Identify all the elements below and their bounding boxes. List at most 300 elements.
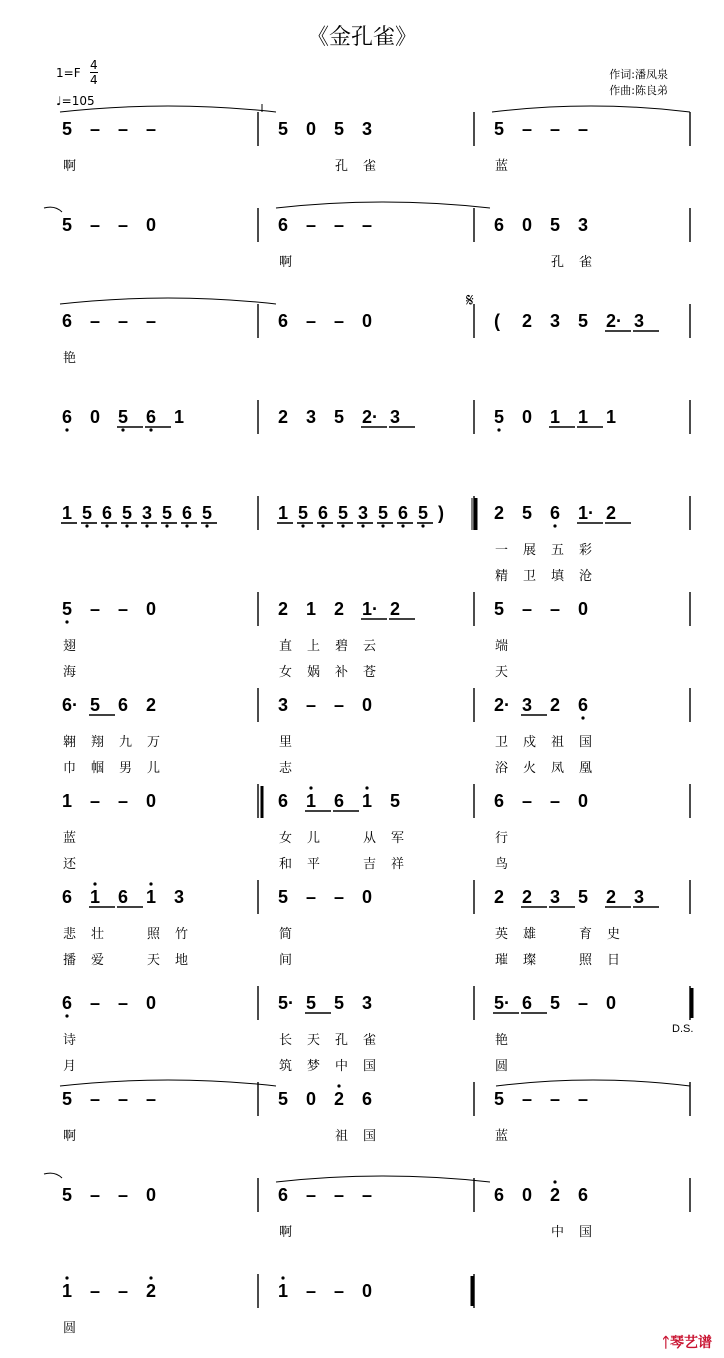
note-6: 6 [278, 1185, 289, 1205]
lyric-verse1: 悲 [63, 926, 77, 941]
lyric-verse2: 巾 [63, 760, 77, 775]
note-5: 5 [334, 993, 345, 1013]
lyric-verse2: 卫 [523, 568, 537, 583]
note-dash: – [578, 1089, 589, 1109]
note-2: 2 [550, 1185, 561, 1205]
octave-dot-high [309, 786, 312, 789]
lyric-verse1: 祖 [551, 734, 565, 749]
note-2: 2 [606, 503, 617, 523]
lyric-verse1: 孔 [335, 1032, 349, 1047]
note-0: 0 [146, 791, 157, 811]
lyric-verse1: 祖 [335, 1128, 349, 1143]
octave-dot-low [85, 524, 88, 527]
note-5: 5 [338, 503, 349, 523]
lyric-verse2: 圆 [495, 1058, 509, 1073]
note-2: 2 [390, 599, 401, 619]
note-5: 5 [522, 503, 533, 523]
note-dash: – [334, 887, 345, 907]
lyric-verse2: 筑 [279, 1058, 293, 1073]
note-dash: – [146, 119, 157, 139]
lyric-verse1: 翔 [91, 734, 105, 749]
note-0: 0 [306, 1089, 317, 1109]
note-5: 5 [62, 599, 73, 619]
note-3: 3 [358, 503, 369, 523]
note-5: 5 [278, 119, 289, 139]
note-1: 1 [550, 407, 561, 427]
note-0: 0 [578, 791, 589, 811]
lyric-verse1: 天 [307, 1032, 321, 1047]
note-0: 0 [146, 1185, 157, 1205]
lyric-verse1: 展 [523, 542, 537, 557]
octave-dot-low [401, 524, 404, 527]
slur [492, 106, 690, 112]
note-6: 6 [102, 503, 113, 523]
lyric-verse2: 凤 [551, 760, 565, 775]
composer-credit: 作曲:陈良弟 [609, 84, 668, 97]
note-1·: 1· [362, 599, 379, 619]
note-dash: – [90, 993, 101, 1013]
note-0: 0 [306, 119, 317, 139]
octave-dot-low [125, 524, 128, 527]
note-1: 1 [62, 1281, 73, 1301]
note-5·: 5· [494, 993, 511, 1013]
note-0: 0 [522, 215, 533, 235]
lyric-verse1: 啊 [279, 254, 293, 269]
note-3: 3 [550, 887, 561, 907]
lyric-verse1: 中 [551, 1224, 565, 1239]
lyric-verse1: 雀 [363, 1032, 377, 1047]
key-text: 1=F [56, 66, 81, 80]
note-dash: – [306, 887, 317, 907]
note-5: 5 [82, 503, 93, 523]
lyric-verse2: 火 [523, 760, 537, 775]
note-2: 2 [522, 887, 533, 907]
note-1: 1 [90, 887, 101, 907]
note-dash: – [334, 1185, 345, 1205]
octave-dot-low [65, 428, 68, 431]
lyric-verse2: 天 [147, 952, 161, 967]
lyric-verse1: 女 [279, 830, 293, 845]
note-6: 6 [62, 311, 73, 331]
note-dash: – [334, 215, 345, 235]
note-dash: – [306, 1281, 317, 1301]
note-dash: – [578, 993, 589, 1013]
note-dash: – [90, 1089, 101, 1109]
quarter-note-icon: ♩ [56, 94, 62, 108]
note-5: 5 [550, 215, 561, 235]
lyric-verse2: 填 [551, 568, 565, 583]
lyric-verse1: 国 [579, 1224, 593, 1239]
note-5: 5 [62, 119, 73, 139]
lyric-verse2: 璨 [523, 952, 537, 967]
lyric-verse1: 雄 [523, 926, 537, 941]
segno-sign: 𝄋 [466, 290, 474, 310]
lyric-verse1: 照 [147, 926, 161, 941]
lyric-verse1: 雀 [579, 254, 593, 269]
note-dash: – [90, 1281, 101, 1301]
note-dash: – [118, 311, 129, 331]
note-3: 3 [142, 503, 153, 523]
note-dash: – [118, 1185, 129, 1205]
lyric-verse2: 还 [63, 856, 77, 871]
note-3: 3 [550, 311, 561, 331]
note-6: 6 [494, 1185, 505, 1205]
note-5: 5 [62, 1185, 73, 1205]
note-dash: – [90, 119, 101, 139]
lyric-verse2: 男 [119, 760, 133, 775]
note-5: 5 [298, 503, 309, 523]
lyric-verse1: 简 [279, 926, 293, 941]
octave-dot-low [185, 524, 188, 527]
lyric-verse1: 卫 [495, 734, 509, 749]
lyric-verse1: 啊 [279, 1224, 293, 1239]
slur [60, 298, 276, 304]
lyric-verse2: 儿 [147, 760, 161, 775]
note-6: 6 [494, 215, 505, 235]
note-dash: – [90, 791, 101, 811]
note-dash: – [522, 119, 533, 139]
lyric-verse1: 蓝 [495, 158, 509, 173]
lyric-verse2: 苍 [363, 664, 377, 679]
lyric-verse2: 精 [495, 568, 509, 583]
lyric-verse1: 诗 [63, 1032, 77, 1047]
note-5: 5 [122, 503, 133, 523]
octave-dot-low [421, 524, 424, 527]
note-dash: – [362, 1185, 373, 1205]
lyric-verse1: 艳 [63, 350, 77, 365]
note-6: 6 [278, 791, 289, 811]
lyric-verse1: 蓝 [63, 830, 77, 845]
note-5: 5 [494, 1089, 505, 1109]
octave-dot-low [381, 524, 384, 527]
note-0: 0 [522, 407, 533, 427]
lyric-verse2: 爱 [91, 952, 105, 967]
note-5: 5 [578, 311, 589, 331]
lyric-verse2: 日 [607, 952, 621, 967]
note-5: 5 [550, 993, 561, 1013]
note-1: 1 [306, 791, 317, 811]
tie-tail [44, 1173, 62, 1178]
octave-dot-high [65, 1276, 68, 1279]
note-5: 5 [494, 119, 505, 139]
octave-dot-low [361, 524, 364, 527]
lyric-verse2: 祥 [391, 856, 405, 871]
octave-dot-low [121, 428, 124, 431]
note-2: 2 [278, 599, 289, 619]
note-1: 1 [306, 599, 317, 619]
lyric-verse2: 播 [63, 952, 77, 967]
note-1: 1 [174, 407, 185, 427]
note-2·: 2· [362, 407, 379, 427]
note-6: 6 [278, 311, 289, 331]
lyric-verse1: 翱 [63, 734, 77, 749]
note-dash: – [306, 311, 317, 331]
lyric-verse1: 戍 [523, 734, 537, 749]
lyric-verse1: 端 [495, 638, 509, 653]
lyric-verse1: 军 [391, 830, 405, 845]
lyric-verse2: 间 [279, 952, 293, 967]
note-dash: – [90, 599, 101, 619]
lyric-verse1: 孔 [335, 158, 349, 173]
note-dash: – [578, 119, 589, 139]
lyric-verse2: 沧 [579, 568, 593, 583]
lyric-verse1: 艳 [495, 1032, 509, 1047]
lyric-verse2: 中 [335, 1058, 349, 1073]
note-5: 5 [334, 407, 345, 427]
lyric-verse1: 雀 [363, 158, 377, 173]
note-2: 2 [146, 695, 157, 715]
note-6: 6 [362, 1089, 373, 1109]
note-5: 5 [418, 503, 429, 523]
note-6: 6 [578, 695, 589, 715]
note-6: 6 [62, 407, 73, 427]
octave-dot-high [365, 786, 368, 789]
octave-dot-low [581, 716, 584, 719]
note-3: 3 [578, 215, 589, 235]
octave-dot-low [321, 524, 324, 527]
note-6: 6 [62, 993, 73, 1013]
octave-dot-high [337, 1084, 340, 1087]
note-6: 6 [398, 503, 409, 523]
lyric-verse1: 彩 [579, 542, 593, 557]
lyric-verse1: 翅 [63, 638, 77, 653]
note-5: 5 [118, 407, 129, 427]
note-5: 5 [306, 993, 317, 1013]
note-1: 1 [278, 1281, 289, 1301]
note-0: 0 [362, 1281, 373, 1301]
note-0: 0 [362, 887, 373, 907]
lyric-verse2: 浴 [495, 760, 509, 775]
lyric-verse2: 地 [175, 952, 189, 967]
octave-dot-high [281, 1276, 284, 1279]
octave-dot-low [165, 524, 168, 527]
note-1: 1 [362, 791, 373, 811]
watermark-logo [662, 1332, 712, 1352]
note-1: 1 [578, 407, 589, 427]
lyric-verse1: 啊 [63, 1128, 77, 1143]
note-3: 3 [278, 695, 289, 715]
note-6: 6 [318, 503, 329, 523]
note-): ) [438, 503, 444, 523]
note-dash: – [306, 215, 317, 235]
note-dash: – [362, 215, 373, 235]
note-dash: – [118, 791, 129, 811]
note-5·: 5· [278, 993, 295, 1013]
note-dash: – [118, 119, 129, 139]
lyric-verse1: 国 [579, 734, 593, 749]
note-3: 3 [634, 887, 645, 907]
lyric-verse1: 英 [495, 926, 509, 941]
note-dash: – [334, 1281, 345, 1301]
note-3: 3 [174, 887, 185, 907]
note-3: 3 [390, 407, 401, 427]
note-1: 1 [62, 791, 73, 811]
lyric-verse1: 国 [363, 1128, 377, 1143]
lyric-verse2: 娲 [307, 664, 321, 679]
note-6: 6 [118, 695, 129, 715]
note-0: 0 [522, 1185, 533, 1205]
note-dash: – [118, 1089, 129, 1109]
ds-marking: D.S. [672, 1023, 694, 1035]
note-3: 3 [522, 695, 533, 715]
lyric-verse1: 壮 [91, 926, 105, 941]
lyric-verse2: 天 [495, 664, 509, 679]
time-numerator: 4 [90, 58, 98, 72]
note-2: 2 [494, 503, 505, 523]
note-2·: 2· [606, 311, 623, 331]
octave-dot-low [553, 524, 556, 527]
note-dash: – [334, 695, 345, 715]
octave-dot-low [65, 1014, 68, 1017]
note-dash: – [118, 993, 129, 1013]
logo-text: 琴艺谱 [670, 1335, 712, 1351]
song-title: 《金孔雀》 [306, 25, 417, 50]
note-dash: – [146, 1089, 157, 1109]
note-5: 5 [90, 695, 101, 715]
lyric-verse2: 梦 [307, 1058, 321, 1073]
lyric-verse1: 从 [363, 830, 377, 845]
lyric-verse1: 里 [279, 734, 293, 749]
octave-dot-low [65, 620, 68, 623]
lyric-verse2: 女 [279, 664, 293, 679]
tempo-text: =105 [61, 94, 95, 108]
note-6: 6 [522, 993, 533, 1013]
note-dash: – [118, 599, 129, 619]
note-dash: – [522, 1089, 533, 1109]
note-2: 2 [334, 599, 345, 619]
lyric-verse1: 孔 [551, 254, 565, 269]
lyric-verse1: 碧 [335, 638, 349, 653]
note-dash: – [550, 599, 561, 619]
note-6: 6 [334, 791, 345, 811]
octave-dot-low [205, 524, 208, 527]
note-5: 5 [202, 503, 213, 523]
lyric-verse2: 月 [63, 1058, 77, 1073]
note-5: 5 [162, 503, 173, 523]
note-6: 6 [182, 503, 193, 523]
note-2: 2 [334, 1089, 345, 1109]
lyric-verse1: 云 [363, 638, 377, 653]
octave-dot-low [341, 524, 344, 527]
note-dash: – [90, 215, 101, 235]
logo-icon: ᛏ [661, 1335, 670, 1351]
lyric-verse1: 啊 [63, 158, 77, 173]
slur [276, 1176, 490, 1182]
note-6·: 6· [62, 695, 79, 715]
lyric-verse1: 五 [551, 542, 565, 557]
note-dash: – [522, 791, 533, 811]
note-2·: 2· [494, 695, 511, 715]
note-dash: – [118, 215, 129, 235]
slur [60, 1080, 276, 1086]
note-dash: – [550, 791, 561, 811]
note-0: 0 [90, 407, 101, 427]
lyric-verse1: 圆 [63, 1320, 77, 1335]
note-5: 5 [278, 887, 289, 907]
note-6: 6 [62, 887, 73, 907]
octave-dot-low [105, 524, 108, 527]
note-0: 0 [146, 993, 157, 1013]
lyric-verse1: 直 [279, 638, 293, 653]
note-3: 3 [306, 407, 317, 427]
note-1: 1 [606, 407, 617, 427]
lyric-verse2: 璀 [495, 952, 509, 967]
octave-dot-high [149, 882, 152, 885]
note-dash: – [522, 599, 533, 619]
note-1: 1 [146, 887, 157, 907]
note-3: 3 [634, 311, 645, 331]
octave-dot-high [93, 882, 96, 885]
note-0: 0 [362, 311, 373, 331]
note-5: 5 [378, 503, 389, 523]
octave-dot-low [145, 524, 148, 527]
lyric-verse2: 海 [63, 664, 77, 679]
note-dash: – [90, 311, 101, 331]
lyric-verse2: 国 [363, 1058, 377, 1073]
lyric-verse2: 凰 [579, 760, 593, 775]
note-2: 2 [522, 311, 533, 331]
lyric-verse2: 和 [279, 856, 293, 871]
lyricist-credit: 作词:潘凤泉 [609, 68, 668, 81]
octave-dot-low [497, 428, 500, 431]
note-6: 6 [550, 503, 561, 523]
note-dash: – [334, 311, 345, 331]
note-3: 3 [362, 119, 373, 139]
note-1·: 1· [578, 503, 595, 523]
lyric-verse1: 一 [495, 542, 509, 557]
note-2: 2 [146, 1281, 157, 1301]
note-(: ( [494, 311, 500, 331]
note-2: 2 [606, 887, 617, 907]
note-1: 1 [62, 503, 73, 523]
octave-dot-high [149, 1276, 152, 1279]
note-5: 5 [278, 1089, 289, 1109]
slur [496, 1080, 690, 1086]
note-5: 5 [578, 887, 589, 907]
note-0: 0 [606, 993, 617, 1013]
note-1: 1 [278, 503, 289, 523]
lyric-verse1: 长 [279, 1032, 293, 1047]
lyric-verse2: 平 [307, 856, 321, 871]
note-dash: – [550, 1089, 561, 1109]
tie-tail [44, 207, 62, 212]
note-6: 6 [494, 791, 505, 811]
note-dash: – [146, 311, 157, 331]
lyric-verse1: 九 [119, 734, 133, 749]
note-2: 2 [494, 887, 505, 907]
lyric-verse1: 育 [579, 926, 593, 941]
note-3: 3 [362, 993, 373, 1013]
note-dash: – [118, 1281, 129, 1301]
note-0: 0 [362, 695, 373, 715]
note-dash: – [90, 1185, 101, 1205]
note-5: 5 [390, 791, 401, 811]
lyric-verse2: 补 [335, 664, 349, 679]
time-denominator: 4 [90, 73, 98, 87]
note-dash: – [550, 119, 561, 139]
note-0: 0 [578, 599, 589, 619]
octave-dot-high [553, 1180, 556, 1183]
lyric-verse2: 帼 [91, 760, 105, 775]
lyric-verse1: 蓝 [495, 1128, 509, 1143]
note-dash: – [306, 1185, 317, 1205]
lyric-verse2: 志 [279, 760, 293, 775]
note-5: 5 [62, 1089, 73, 1109]
lyric-verse2: 吉 [363, 856, 377, 871]
slur [276, 202, 490, 208]
note-0: 0 [146, 215, 157, 235]
lyric-verse1: 儿 [307, 830, 321, 845]
